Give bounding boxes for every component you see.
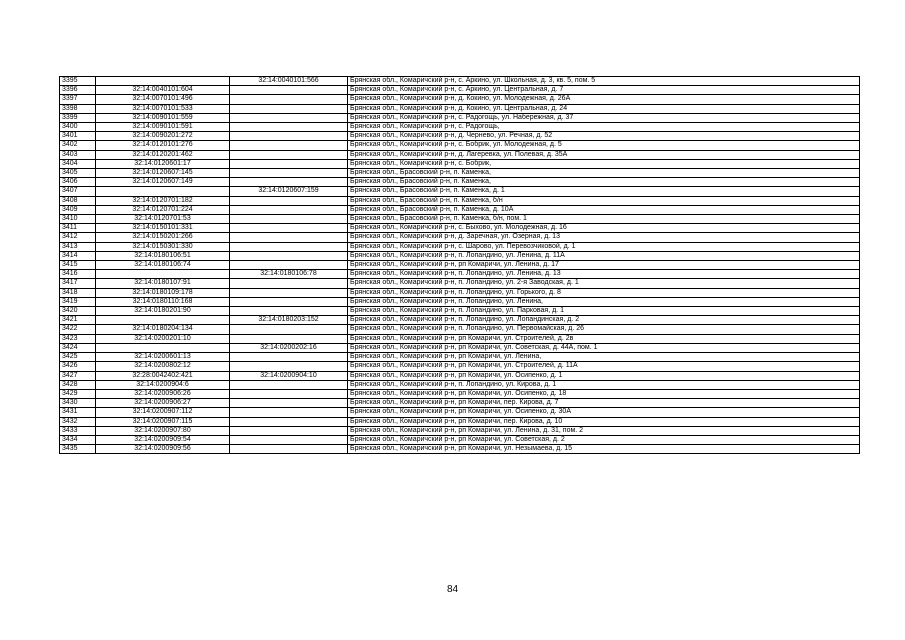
cadastral-number-cell: 32:14:0180106:74 xyxy=(96,261,230,270)
table-row xyxy=(60,399,860,408)
cadastral-number-alt-cell: 32:14:0180203:152 xyxy=(230,316,348,325)
table-row xyxy=(60,215,860,224)
row-number-cell: 3399 xyxy=(60,113,96,122)
address-cell: Брянская обл., Брасовский р-н, п. Каменка, xyxy=(348,178,860,187)
cadastral-number-cell: 32:14:0090201:272 xyxy=(96,132,230,141)
cadastral-number-cell: 32:14:0180107:91 xyxy=(96,279,230,288)
row-number-cell: 3417 xyxy=(60,279,96,288)
address-cell: Брянская обл., Комаричский р-н, п. Лопандино, ул. Ленина, xyxy=(348,297,860,306)
table-row xyxy=(60,380,860,389)
table-row xyxy=(60,426,860,435)
table-row xyxy=(60,279,860,288)
address-cell: Брянская обл., Комаричский р-н, рп Комаричи, ул. Советская, д. 2 xyxy=(348,435,860,444)
table-row xyxy=(60,389,860,398)
address-cell: Брянская обл., Комаричский р-н, рп Комаричи, пер. Кирова, д. 7 xyxy=(348,399,860,408)
address-cell: Брянская обл., Комаричский р-н, с. Радогощь, xyxy=(348,123,860,132)
row-number-cell: 3415 xyxy=(60,261,96,270)
address-cell: Брянская обл., Комаричский р-н, д. Чернево, ул. Речная, д. 52 xyxy=(348,132,860,141)
address-cell: Брянская обл., Комаричский р-н, с. Шарово, ул. Перевозчиковой, д. 1 xyxy=(348,242,860,251)
table-row xyxy=(60,104,860,113)
cadastral-number-alt-cell xyxy=(230,104,348,113)
table-row xyxy=(60,86,860,95)
address-cell: Брянская обл., Брасовский р-н, п. Каменка, б/н xyxy=(348,196,860,205)
cadastral-number-cell: 32:14:0120101:276 xyxy=(96,141,230,150)
cadastral-number-cell: 32:14:0150201:266 xyxy=(96,233,230,242)
table-row xyxy=(60,224,860,233)
row-number-cell: 3408 xyxy=(60,196,96,205)
row-number-cell: 3400 xyxy=(60,123,96,132)
cadastral-number-alt-cell: 32:14:0180106:78 xyxy=(230,270,348,279)
table-row xyxy=(60,95,860,104)
registry-table xyxy=(59,76,860,454)
row-number-cell: 3397 xyxy=(60,95,96,104)
cadastral-number-cell: 32:14:0090101:559 xyxy=(96,113,230,122)
cadastral-number-cell xyxy=(96,77,230,86)
table-row xyxy=(60,316,860,325)
row-number-cell: 3398 xyxy=(60,104,96,113)
cadastral-number-alt-cell xyxy=(230,399,348,408)
row-number-cell: 3434 xyxy=(60,435,96,444)
row-number-cell: 3418 xyxy=(60,288,96,297)
cadastral-number-cell: 32:14:0040101:604 xyxy=(96,86,230,95)
cadastral-number-alt-cell xyxy=(230,196,348,205)
cadastral-number-alt-cell xyxy=(230,141,348,150)
address-cell: Брянская обл., Комаричский р-н, с. Бобрик, ул. Молодежная, д. 5 xyxy=(348,141,860,150)
address-cell: Брянская обл., Комаричский р-н, п. Лопандино, ул. Горького, д. 8 xyxy=(348,288,860,297)
cadastral-number-cell: 32:14:0150301:330 xyxy=(96,242,230,251)
address-cell: Брянская обл., Брасовский р-н, п. Каменка, д. 10А xyxy=(348,205,860,214)
cadastral-number-alt-cell: 32:14:0200202:16 xyxy=(230,343,348,352)
table-row xyxy=(60,353,860,362)
cadastral-number-alt-cell xyxy=(230,261,348,270)
address-cell: Брянская обл., Комаричский р-н, с. Аркино, ул. Школьная, д. 3, кв. 5, пом. 5 xyxy=(348,77,860,86)
table-row xyxy=(60,196,860,205)
row-number-cell: 3409 xyxy=(60,205,96,214)
cadastral-number-cell: 32:14:0200906:26 xyxy=(96,389,230,398)
row-number-cell: 3425 xyxy=(60,353,96,362)
cadastral-number-cell: 32:14:0070101:496 xyxy=(96,95,230,104)
cadastral-number-cell: 32:14:0120607:149 xyxy=(96,178,230,187)
cadastral-number-alt-cell xyxy=(230,426,348,435)
registry-table-body xyxy=(60,77,860,454)
cadastral-number-alt-cell xyxy=(230,334,348,343)
table-row xyxy=(60,270,860,279)
row-number-cell: 3404 xyxy=(60,159,96,168)
address-cell: Брянская обл., Брасовский р-н, п. Каменка, д. 1 xyxy=(348,187,860,196)
cadastral-number-alt-cell xyxy=(230,307,348,316)
cadastral-number-cell: 32:14:0200802:12 xyxy=(96,362,230,371)
cadastral-number-alt-cell xyxy=(230,169,348,178)
cadastral-number-cell: 32:14:0200909:56 xyxy=(96,445,230,454)
cadastral-number-cell: 32:14:0120601:17 xyxy=(96,159,230,168)
row-number-cell: 3428 xyxy=(60,380,96,389)
address-cell: Брянская обл., Комаричский р-н, рп Комаричи, ул. Ленина, д. 31, пом. 2 xyxy=(348,426,860,435)
table-row xyxy=(60,251,860,260)
cadastral-number-alt-cell: 32:14:0120607:159 xyxy=(230,187,348,196)
table-row xyxy=(60,205,860,214)
table-row xyxy=(60,371,860,380)
cadastral-number-alt-cell xyxy=(230,113,348,122)
cadastral-number-alt-cell xyxy=(230,408,348,417)
cadastral-number-alt-cell xyxy=(230,380,348,389)
table-row xyxy=(60,325,860,334)
address-cell: Брянская обл., Комаричский р-н, п. Лопандино, ул. Ленина, д. 11А xyxy=(348,251,860,260)
cadastral-number-alt-cell xyxy=(230,288,348,297)
cadastral-number-cell: 32:28:0042402:421 xyxy=(96,371,230,380)
cadastral-number-alt-cell: 32:14:0040101:566 xyxy=(230,77,348,86)
row-number-cell: 3403 xyxy=(60,150,96,159)
table-row xyxy=(60,362,860,371)
row-number-cell: 3420 xyxy=(60,307,96,316)
cadastral-number-cell xyxy=(96,316,230,325)
table-row xyxy=(60,242,860,251)
table-row xyxy=(60,159,860,168)
table-row xyxy=(60,169,860,178)
row-number-cell: 3405 xyxy=(60,169,96,178)
cadastral-number-alt-cell xyxy=(230,242,348,251)
row-number-cell: 3435 xyxy=(60,445,96,454)
table-row xyxy=(60,307,860,316)
cadastral-number-cell: 32:14:0120701:53 xyxy=(96,215,230,224)
row-number-cell: 3410 xyxy=(60,215,96,224)
table-row xyxy=(60,141,860,150)
row-number-cell: 3395 xyxy=(60,77,96,86)
cadastral-number-alt-cell xyxy=(230,233,348,242)
cadastral-number-alt-cell xyxy=(230,132,348,141)
cadastral-number-cell: 32:14:0150101:331 xyxy=(96,224,230,233)
row-number-cell: 3424 xyxy=(60,343,96,352)
address-cell: Брянская обл., Комаричский р-н, д. Кокино, ул. Молодежная, д. 26А xyxy=(348,95,860,104)
address-cell: Брянская обл., Комаричский р-н, рп Комаричи, ул. Советская, д. 44А, пом. 1 xyxy=(348,343,860,352)
table-row xyxy=(60,343,860,352)
cadastral-number-alt-cell xyxy=(230,445,348,454)
row-number-cell: 3431 xyxy=(60,408,96,417)
address-cell: Брянская обл., Комаричский р-н, с. Бобрик, xyxy=(348,159,860,168)
cadastral-number-cell: 32:14:0200201:10 xyxy=(96,334,230,343)
address-cell: Брянская обл., Брасовский р-н, п. Каменка, б/н, пом. 1 xyxy=(348,215,860,224)
address-cell: Брянская обл., Комаричский р-н, п. Лопандино, ул. 2-я Заводская, д. 1 xyxy=(348,279,860,288)
address-cell: Брянская обл., Комаричский р-н, рп Комаричи, ул. Осипенко, д. 30А xyxy=(348,408,860,417)
table-row xyxy=(60,113,860,122)
cadastral-number-alt-cell xyxy=(230,279,348,288)
page-number: 84 xyxy=(446,584,459,595)
cadastral-number-alt-cell xyxy=(230,224,348,233)
address-cell: Брянская обл., Комаричский р-н, рп Комаричи, ул. Осипенко, д. 18 xyxy=(348,389,860,398)
cadastral-number-alt-cell xyxy=(230,251,348,260)
cadastral-number-cell: 32:14:0120701:182 xyxy=(96,196,230,205)
address-cell: Брянская обл., Комаричский р-н, рп Комаричи, ул. Строителей, д. 2в xyxy=(348,334,860,343)
table-row xyxy=(60,435,860,444)
row-number-cell: 3402 xyxy=(60,141,96,150)
row-number-cell: 3413 xyxy=(60,242,96,251)
address-cell: Брянская обл., Комаричский р-н, рп Комаричи, ул. Осипенко, д. 1 xyxy=(348,371,860,380)
cadastral-number-alt-cell xyxy=(230,86,348,95)
table-row xyxy=(60,77,860,86)
cadastral-number-alt-cell xyxy=(230,362,348,371)
cadastral-number-alt-cell xyxy=(230,123,348,132)
table-row xyxy=(60,408,860,417)
cadastral-number-cell: 32:14:0180201:90 xyxy=(96,307,230,316)
address-cell: Брянская обл., Комаричский р-н, рп Комаричи, ул. Незымаева, д. 15 xyxy=(348,445,860,454)
cadastral-number-cell: 32:14:0120607:145 xyxy=(96,169,230,178)
address-cell: Брянская обл., Комаричский р-н, с. Радогощь, ул. Набережная, д. 37 xyxy=(348,113,860,122)
table-row xyxy=(60,178,860,187)
address-cell: Брянская обл., Комаричский р-н, д. Кокино, ул. Центральная, д. 24 xyxy=(348,104,860,113)
cadastral-number-cell: 32:14:0180109:178 xyxy=(96,288,230,297)
table-row xyxy=(60,445,860,454)
address-cell: Брянская обл., Комаричский р-н, рп Комаричи, пер. Кирова, д. 10 xyxy=(348,417,860,426)
cadastral-number-cell: 32:14:0120201:462 xyxy=(96,150,230,159)
cadastral-number-cell xyxy=(96,270,230,279)
address-cell: Брянская обл., Комаричский р-н, п. Лопандино, ул. Первомайская, д. 26 xyxy=(348,325,860,334)
table-row xyxy=(60,334,860,343)
table-row xyxy=(60,150,860,159)
address-cell: Брянская обл., Комаричский р-н, рп Комаричи, ул. Ленина, д. 17 xyxy=(348,261,860,270)
cadastral-number-cell: 32:14:0200601:13 xyxy=(96,353,230,362)
address-cell: Брянская обл., Комаричский р-н, п. Лопандино, ул. Кирова, д. 1 xyxy=(348,380,860,389)
table-row xyxy=(60,187,860,196)
cadastral-number-alt-cell xyxy=(230,159,348,168)
row-number-cell: 3412 xyxy=(60,233,96,242)
cadastral-number-alt-cell xyxy=(230,95,348,104)
address-cell: Брянская обл., Комаричский р-н, д. Лагеревка, ул. Полевая, д. 35А xyxy=(348,150,860,159)
row-number-cell: 3427 xyxy=(60,371,96,380)
cadastral-number-cell xyxy=(96,343,230,352)
table-row xyxy=(60,417,860,426)
address-cell: Брянская обл., Комаричский р-н, с. Аркино, ул. Центральная, д. 7 xyxy=(348,86,860,95)
row-number-cell: 3416 xyxy=(60,270,96,279)
cadastral-number-cell xyxy=(96,187,230,196)
cadastral-number-cell: 32:14:0180106:51 xyxy=(96,251,230,260)
cadastral-number-cell: 32:14:0070101:533 xyxy=(96,104,230,113)
cadastral-number-alt-cell xyxy=(230,215,348,224)
cadastral-number-cell: 32:14:0180204:134 xyxy=(96,325,230,334)
cadastral-number-cell: 32:14:0200907:112 xyxy=(96,408,230,417)
row-number-cell: 3396 xyxy=(60,86,96,95)
row-number-cell: 3433 xyxy=(60,426,96,435)
row-number-cell: 3407 xyxy=(60,187,96,196)
row-number-cell: 3414 xyxy=(60,251,96,260)
cadastral-number-cell: 32:14:0120701:224 xyxy=(96,205,230,214)
address-cell: Брянская обл., Комаричский р-н, с. Быхово, ул. Молодежная, д. 16 xyxy=(348,224,860,233)
row-number-cell: 3432 xyxy=(60,417,96,426)
cadastral-number-alt-cell xyxy=(230,205,348,214)
table-row xyxy=(60,261,860,270)
address-cell: Брянская обл., Комаричский р-н, п. Лопандино, ул. Ленина, д. 13 xyxy=(348,270,860,279)
row-number-cell: 3421 xyxy=(60,316,96,325)
row-number-cell: 3406 xyxy=(60,178,96,187)
row-number-cell: 3401 xyxy=(60,132,96,141)
cadastral-number-cell: 32:14:0200909:54 xyxy=(96,435,230,444)
address-cell: Брянская обл., Комаричский р-н, п. Лопандино, ул. Парковая, д. 1 xyxy=(348,307,860,316)
row-number-cell: 3429 xyxy=(60,389,96,398)
table-row xyxy=(60,297,860,306)
cadastral-number-cell: 32:14:0200904:6 xyxy=(96,380,230,389)
address-cell: Брянская обл., Комаричский р-н, д. Заречная, ул. Озерная, д. 13 xyxy=(348,233,860,242)
cadastral-number-alt-cell xyxy=(230,325,348,334)
cadastral-number-alt-cell: 32:14:0200904:10 xyxy=(230,371,348,380)
row-number-cell: 3411 xyxy=(60,224,96,233)
row-number-cell: 3426 xyxy=(60,362,96,371)
cadastral-number-cell: 32:14:0200907:115 xyxy=(96,417,230,426)
address-cell: Брянская обл., Комаричский р-н, рп Комаричи, ул. Ленина, xyxy=(348,353,860,362)
cadastral-number-alt-cell xyxy=(230,389,348,398)
cadastral-number-alt-cell xyxy=(230,150,348,159)
cadastral-number-alt-cell xyxy=(230,353,348,362)
address-cell: Брянская обл., Комаричский р-н, рп Комаричи, ул. Строителей, д. 11А xyxy=(348,362,860,371)
table-row xyxy=(60,123,860,132)
cadastral-number-cell: 32:14:0180110:168 xyxy=(96,297,230,306)
cadastral-number-alt-cell xyxy=(230,297,348,306)
cadastral-number-alt-cell xyxy=(230,178,348,187)
row-number-cell: 3430 xyxy=(60,399,96,408)
cadastral-number-alt-cell xyxy=(230,435,348,444)
table-row xyxy=(60,233,860,242)
address-cell: Брянская обл., Брасовский р-н, п. Каменка, xyxy=(348,169,860,178)
row-number-cell: 3422 xyxy=(60,325,96,334)
cadastral-number-alt-cell xyxy=(230,417,348,426)
row-number-cell: 3419 xyxy=(60,297,96,306)
row-number-cell: 3423 xyxy=(60,334,96,343)
cadastral-number-cell: 32:14:0200907:80 xyxy=(96,426,230,435)
cadastral-number-cell: 32:14:0200906:27 xyxy=(96,399,230,408)
table-row xyxy=(60,288,860,297)
cadastral-number-cell: 32:14:0090101:591 xyxy=(96,123,230,132)
address-cell: Брянская обл., Комаричский р-н, п. Лопандино, ул. Лопандинская, д. 2 xyxy=(348,316,860,325)
table-row xyxy=(60,132,860,141)
